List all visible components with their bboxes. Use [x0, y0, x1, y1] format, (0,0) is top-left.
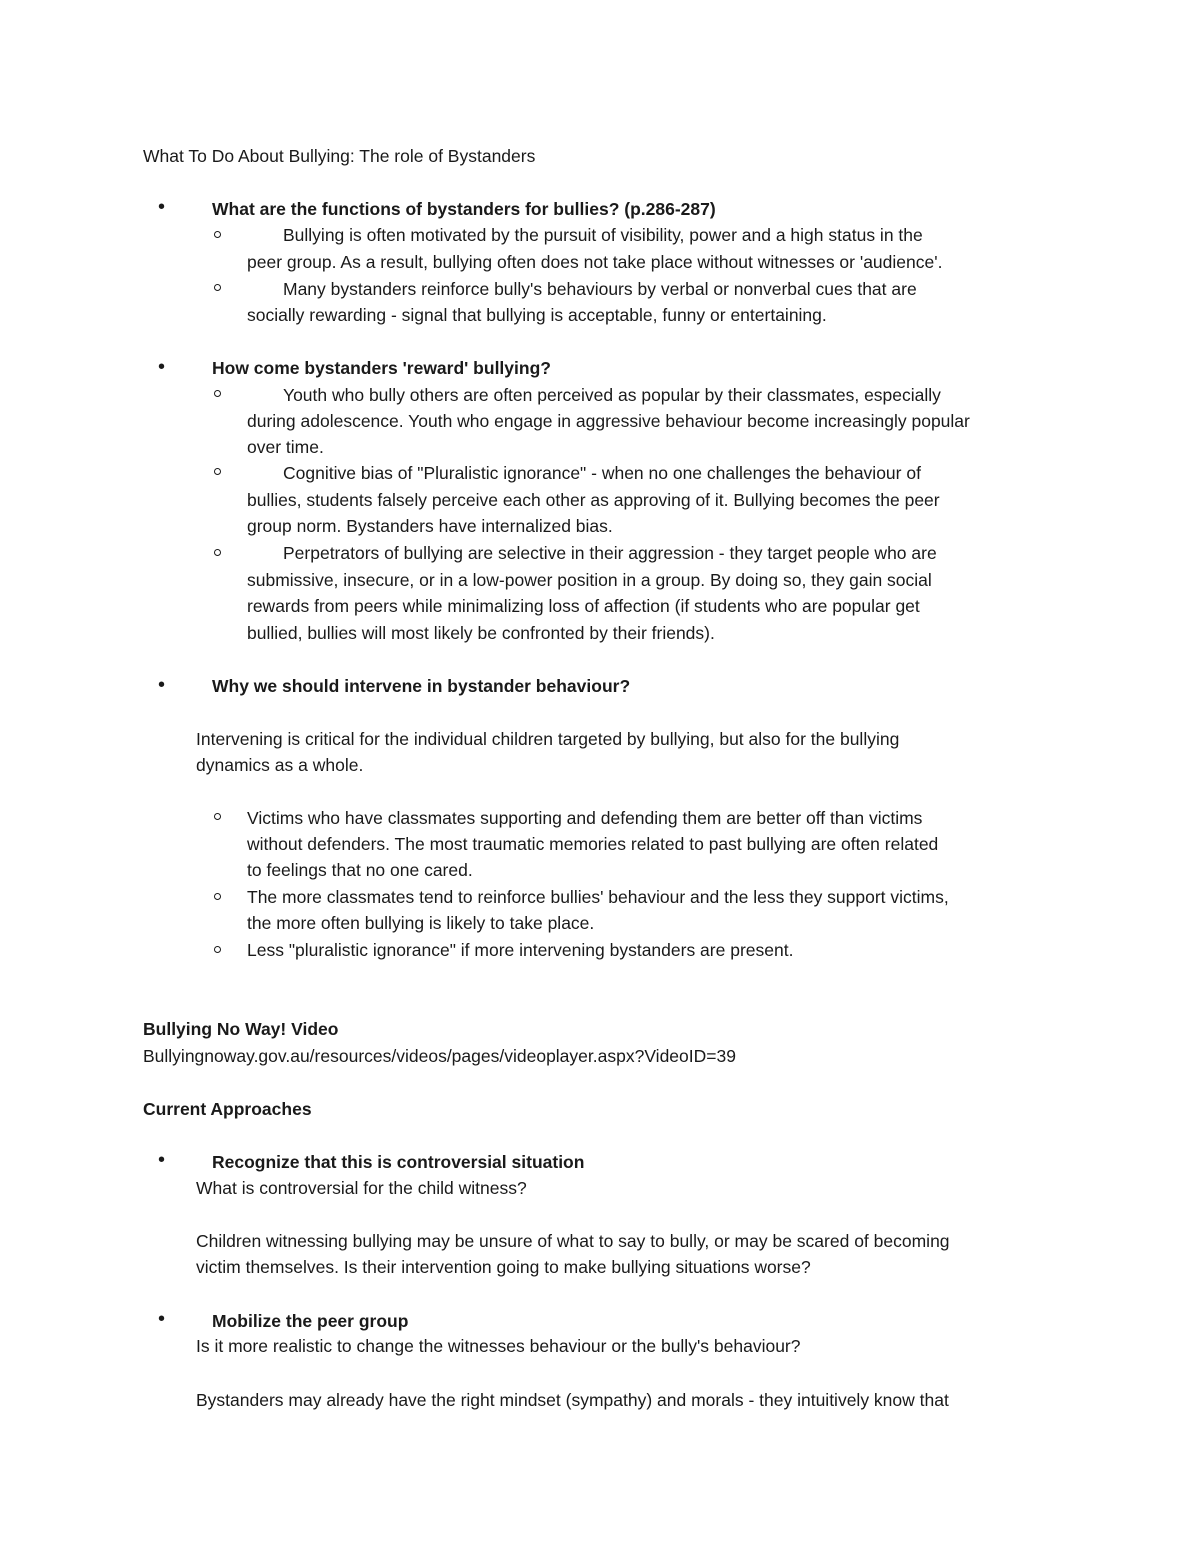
bullet: • [158, 1149, 166, 1171]
approach1-heading: Recognize that this is controversial situation [212, 1152, 585, 1172]
section1-item2-line2: socially rewarding - signal that bullying is acceptable, funny or entertaining. [247, 305, 827, 325]
approach1-paragraph-line2: victim themselves. Is their intervention going to make bullying situations worse? [196, 1257, 811, 1277]
section2-item3-line3: rewards from peers while minimalizing loss of affection (if students who are popular get [247, 596, 920, 616]
approach2-paragraph-line1: Bystanders may already have the right mindset (sympathy) and morals - they intuitively know that [196, 1390, 949, 1410]
approach2-question: Is it more realistic to change the witnesses behaviour or the bully's behaviour? [196, 1336, 801, 1356]
section2-item2-line3: group norm. Bystanders have internalized bias. [247, 516, 613, 536]
bullet: • [158, 356, 166, 378]
sub-bullet [214, 813, 221, 820]
video-heading: Bullying No Way! Video [143, 1019, 339, 1039]
sub-bullet [214, 549, 221, 556]
sub-bullet [214, 390, 221, 397]
page-title: What To Do About Bullying: The role of Bystanders [143, 146, 536, 166]
sub-bullet [214, 284, 221, 291]
section2-item3-line1: Perpetrators of bullying are selective in their aggression - they target people who are [283, 543, 937, 563]
approaches-heading: Current Approaches [143, 1099, 312, 1119]
section3-heading: Why we should intervene in bystander behaviour? [212, 676, 631, 696]
section2-item1-line2: during adolescence. Youth who engage in aggressive behaviour become increasingly popular [247, 411, 970, 431]
section2-heading: How come bystanders 'reward' bullying? [212, 358, 551, 378]
section2-item2-line1: Cognitive bias of "Pluralistic ignorance" - when no one challenges the behaviour of [283, 463, 921, 483]
section2-item1-line1: Youth who bully others are often perceived as popular by their classmates, especially [283, 385, 941, 405]
section2-item2-line2: bullies, students falsely perceive each other as approving of it. Bullying becomes the peer [247, 490, 940, 510]
approach2-heading: Mobilize the peer group [212, 1311, 409, 1331]
section3-item2-line2: the more often bullying is likely to take place. [247, 913, 595, 933]
section3-item1-line3: to feelings that no one cared. [247, 860, 473, 880]
section3-item1-line2: without defenders. The most traumatic memories related to past bullying are often related [247, 834, 939, 854]
sub-bullet [214, 946, 221, 953]
approach1-paragraph-line1: Children witnessing bullying may be unsure of what to say to bully, or may be scared of becoming [196, 1231, 950, 1251]
bullet: • [158, 674, 166, 696]
section2-item3-line4: bullied, bullies will most likely be confronted by their friends). [247, 623, 715, 643]
sub-bullet [214, 231, 221, 238]
section2-item3-line2: submissive, insecure, or in a low-power position in a group. By doing so, they gain social [247, 570, 932, 590]
section1-heading: What are the functions of bystanders for bullies? (p.286-287) [212, 199, 716, 219]
sub-bullet [214, 468, 221, 475]
section1-item1-line1: Bullying is often motivated by the pursuit of visibility, power and a high status in the [283, 225, 923, 245]
section1-item1-line2: peer group. As a result, bullying often does not take place without witnesses or 'audience'. [247, 252, 943, 272]
approach1-question: What is controversial for the child witness? [196, 1178, 527, 1198]
video-link[interactable]: Bullyingnoway.gov.au/resources/videos/pages/videoplayer.aspx?VideoID=39 [143, 1046, 736, 1066]
sub-bullet [214, 893, 221, 900]
section1-item2-line1: Many bystanders reinforce bully's behaviours by verbal or nonverbal cues that are [283, 279, 917, 299]
section3-paragraph-line1: Intervening is critical for the individual children targeted by bullying, but also for the bullying [196, 729, 900, 749]
section3-paragraph-line2: dynamics as a whole. [196, 755, 364, 775]
section2-item1-line3: over time. [247, 437, 324, 457]
bullet: • [158, 196, 166, 218]
section3-item1-line1: Victims who have classmates supporting and defending them are better off than victims [247, 808, 923, 828]
section3-item3-line1: Less "pluralistic ignorance" if more intervening bystanders are present. [247, 940, 794, 960]
bullet: • [158, 1308, 166, 1330]
section3-item2-line1: The more classmates tend to reinforce bullies' behaviour and the less they support victims, [247, 887, 949, 907]
